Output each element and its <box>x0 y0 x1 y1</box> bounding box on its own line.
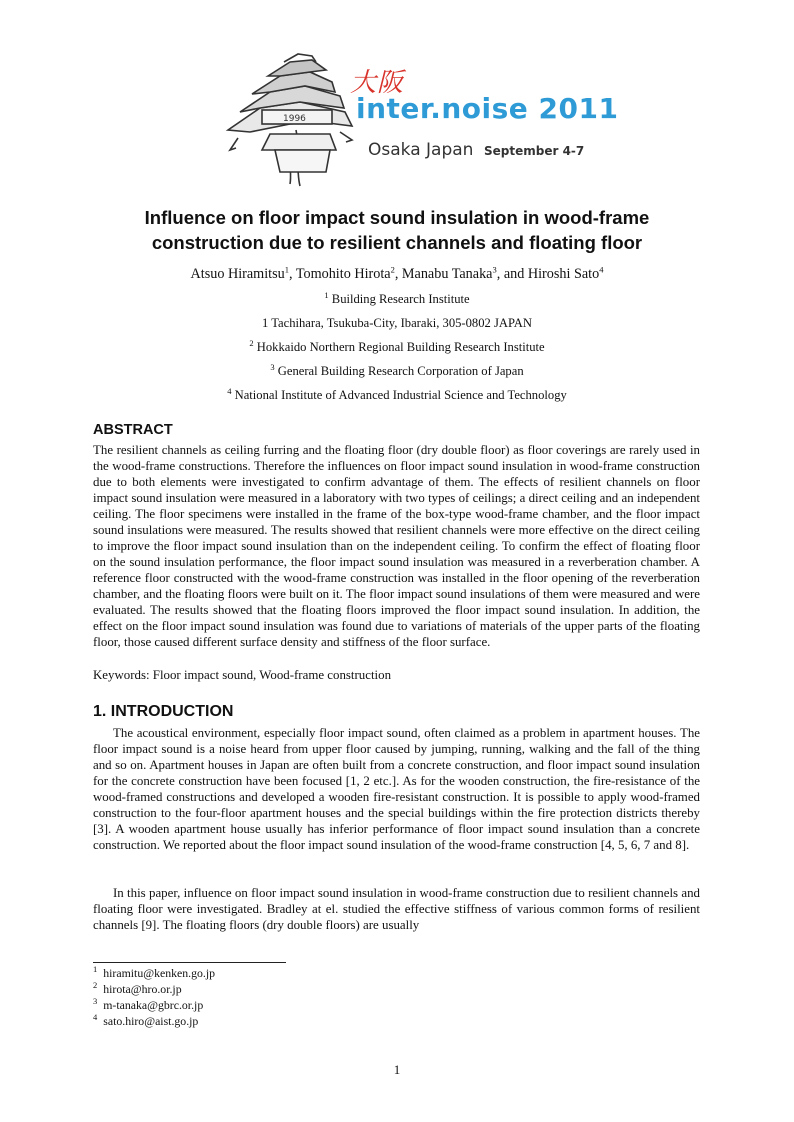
footnote-email: hirota@hro.or.jp <box>103 982 182 996</box>
author-separator: , <box>288 266 296 282</box>
affiliation <box>96 316 698 331</box>
footnote-sup: 3 <box>93 996 98 1007</box>
footnote <box>93 1014 198 1029</box>
affiliation <box>96 361 698 379</box>
footnote <box>93 998 203 1013</box>
affiliation-sup: 1 <box>324 289 329 300</box>
paper-title <box>96 205 698 255</box>
affiliation <box>96 289 698 307</box>
intro-paragraph: The acoustical environment, especially floor impact sound, often claimed as a problem in apartment houses. The floor impact sound is a noise heard from upper floor caused by jumping, running, walking and the fall of the thing and so on. Apartment houses in Japan are often built from a concrete construction, and floor impact sound insulation for the concrete construction have been focused [1, 2 etc.]. As for the wooden construction, the fire-resistance of the wood-framed constructions and developed a wooden fire-resistant construction. It is possible to apply wood-framed construction to the four-floor apartment houses and the special buildings within the fire protection districts thereby [3]. A wooden apartment house usually has inferior performance of floor impact sound insulation than a concrete construction. We reported about the floor impact sound insulation of the wood-frame construction [4, 5, 6, 7 and 8]. <box>93 726 700 852</box>
affiliation-text: National Institute of Advanced Industrial Science and Technology <box>234 388 567 402</box>
author-name: Manabu Tanaka <box>401 266 493 282</box>
footnote-sup: 1 <box>93 964 98 975</box>
logo-dates: September 4-7 <box>484 144 585 158</box>
author-name: Atsuo Hiramitsu <box>190 266 285 282</box>
author-list <box>96 266 698 283</box>
footnote-email: m-tanaka@gbrc.or.jp <box>103 998 204 1012</box>
affiliation-text: Building Research Institute <box>331 292 470 306</box>
affiliation <box>96 385 698 403</box>
author-sup: 3 <box>492 264 497 275</box>
section-heading: 1. INTRODUCTION <box>93 703 234 720</box>
footnote-sup: 4 <box>93 1012 98 1023</box>
logo-location: Osaka Japan <box>368 140 474 160</box>
logo-kanji: 大阪 <box>350 68 405 98</box>
author-separator: , and <box>496 266 528 282</box>
author-sup: 1 <box>284 264 289 275</box>
author-name: Tomohito Hirota <box>295 266 391 282</box>
footnote <box>93 966 215 981</box>
keywords: Keywords: Floor impact sound, Wood-frame construction <box>93 668 392 682</box>
title-line: construction due to resilient channels and floating floor <box>151 232 643 253</box>
logo-conference-name: inter.noise 2011 <box>356 92 619 125</box>
footnote-rule <box>93 962 286 963</box>
footnote-email: hiramitu@kenken.go.jp <box>103 966 216 980</box>
affiliation-sup: 4 <box>227 385 232 396</box>
title-line: Influence on floor impact sound insulation in wood-frame <box>144 207 650 228</box>
footnote-email: sato.hiro@aist.go.jp <box>103 1014 199 1028</box>
author-separator: , <box>394 266 402 282</box>
affiliation-sup: 3 <box>270 361 275 372</box>
author-name: Hiroshi Sato <box>527 266 600 282</box>
affiliation-text: 1 Tachihara, Tsukuba-City, Ibaraki, 305-0802 JAPAN <box>261 316 532 330</box>
affiliation-text: Hokkaido Northern Regional Building Research Institute <box>256 340 545 354</box>
footnote <box>93 982 182 997</box>
affiliation <box>96 337 698 355</box>
abstract-heading: ABSTRACT <box>93 422 173 438</box>
author-sup: 2 <box>390 264 395 275</box>
page-number: 1 <box>393 1062 401 1077</box>
affiliation-text: General Building Research Corporation of Japan <box>277 364 524 378</box>
author-sup: 4 <box>599 264 604 275</box>
intro-paragraph: In this paper, influence on floor impact sound insulation in wood-frame construction due to resilient channels and floating floor were investigated. Bradley at el. studied the effective stiffness of various common forms of resilient channels [9]. The floating floors (dry double floors) are usually <box>93 886 700 932</box>
affiliation-sup: 2 <box>249 337 254 348</box>
abstract-body: The resilient channels as ceiling furring and the floating floor (dry double floor) as floor coverings are rarely used in the wood-frame constructions. Therefore the influences on floor impact sound insulation in wood-frame construction due to both elements were investigated to confirm advantage of them. The effects of resilient channels on floor impact sound insulation were measured in a laboratory with two types of ceilings; a direct ceiling and an independent ceiling. The floor specimens were installed in the frame of the box-type wood-frame chamber, and the floor impact sound insulations were measured. The results showed that resilient channels were more effective on the direct ceiling to improve the floor impact sound insulation than on the independent ceiling. To confirm the effect of floating floor on the sound insulation performance, the floor impact sound insulation was measured in a reverberation chamber. A reference floor constructed with the wood-frame construction was installed in the floor opening of the reverberation chamber, and the floating floors were built on it. The floor impact sound insulations of them were measured and were evaluated. The results showed that the floating floors improved the floor impact sound insulation. In addition, the effect on the floor impact sound insulation was found due to variations of materials of the upper parts of the floating floor, those caused different surface density and stiffness of the floor surface. <box>93 443 700 649</box>
svg-text:1996: 1996 <box>283 114 306 124</box>
footnote-sup: 2 <box>93 980 98 991</box>
